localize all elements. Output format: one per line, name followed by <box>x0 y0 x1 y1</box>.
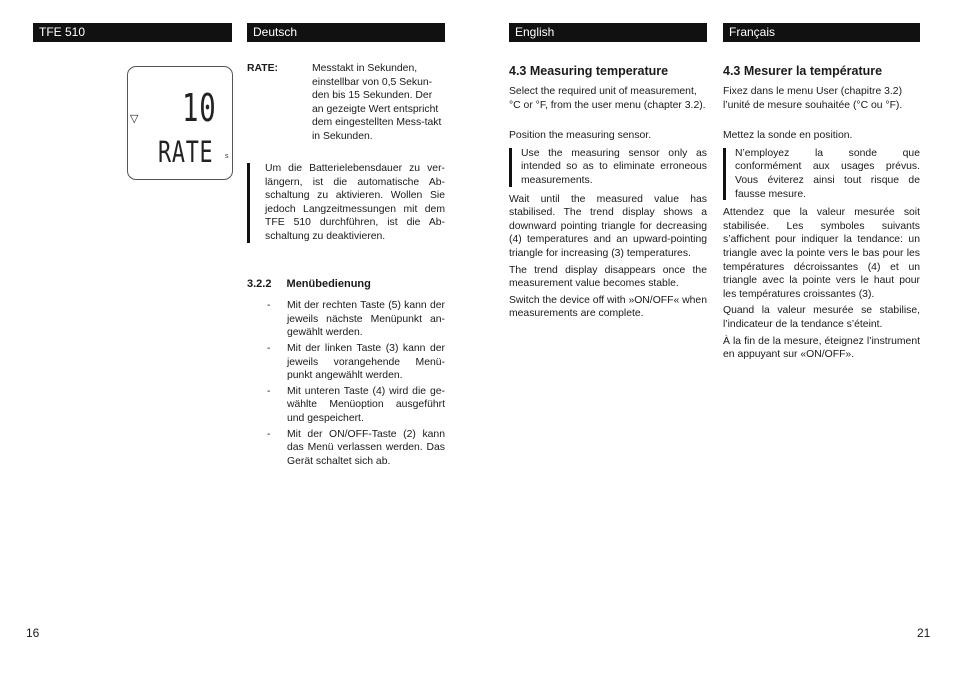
english-sensor-note-text: Use the measuring sensor only as intended so as to eliminate erroneous measurements. <box>521 147 707 186</box>
list-item-text: Mit unteren Taste (4) wird die ge-wählte Menüoption ausgeführt und gespeichert. <box>287 385 445 424</box>
list-item <box>247 428 445 469</box>
lcd-big-value: 10 <box>182 86 217 130</box>
deutsch-column <box>247 62 445 470</box>
header-francais-label: Français <box>729 25 776 39</box>
list-dash: - <box>267 385 271 397</box>
header-product <box>33 23 232 42</box>
english-section-title: 4.3 Measuring temperature <box>509 64 669 78</box>
menu-section-number: 3.2.2 <box>247 277 272 290</box>
page-number-right: 21 <box>917 626 931 640</box>
francais-paragraph-switch-off: À la fin de la mesure, éteignez l’instrument en appuyant sur «ON/OFF». <box>723 335 920 361</box>
english-paragraph-position: Position the measuring sensor. <box>509 130 652 142</box>
list-item-text: Mit der linken Taste (3) kann der jeweils vorangehende Menü-punkt angewählt werden. <box>287 342 445 382</box>
battery-note-text: Um die Batterielebensdauer zu ver-längern, ist die automatische Ab-schaltung zu aktivieren. Wollen Sie jedoch Langzeitmessungen mit dem TFE 510 durchführen, ist die Ab-schaltung zu deaktivieren. <box>265 163 445 242</box>
english-column <box>509 64 707 321</box>
english-paragraph-trend: Wait until the measured value has stabilised. The trend display shows a downward pointing triangle for decreasing (4) temperatures and an upward-pointing triangle for increasing (3) temperatures. <box>509 193 707 259</box>
francais-sensor-note-text: N’employez la sonde que conformément aux usages prévus. Vous éviterez ainsi tout risque de fausse mesure. <box>735 147 920 200</box>
rate-term: RATE: <box>247 63 278 74</box>
list-item <box>247 385 445 426</box>
trend-down-triangle-icon: ▽ <box>130 113 139 125</box>
francais-paragraph-position: Mettez la sonde en position. <box>723 130 853 142</box>
header-deutsch-label: Deutsch <box>253 25 298 39</box>
list-item <box>247 299 445 340</box>
list-item <box>247 342 445 383</box>
page-number-left: 16 <box>26 626 40 640</box>
lcd-rate-label: RATE <box>158 135 214 169</box>
francais-paragraph-unit: Fixez dans le menu User (chapitre 3.2) l’unité de mesure souhaitée (°C ou °F). <box>723 86 903 111</box>
francais-sensor-note <box>723 147 920 201</box>
header-deutsch <box>247 23 445 42</box>
menu-list <box>247 299 445 468</box>
list-dash: - <box>267 428 271 440</box>
header-english <box>509 23 707 42</box>
francais-paragraph-stable: Quand la valeur mesurée se stabilise, l’indicateur de la tendance s’éteint. <box>723 305 920 330</box>
english-paragraph-switch-off: Switch the device off with »ON/OFF« when measurements are complete. <box>509 294 707 320</box>
english-sensor-note <box>509 147 707 188</box>
english-paragraph-stable: The trend display disappears once the measurement value becomes stable. <box>509 264 707 290</box>
list-item-text: Mit der rechten Taste (5) kann der jeweils nächste Menüpunkt an-gewählt werden. <box>287 300 445 339</box>
english-paragraph-unit: Select the required unit of measurement, °C or °F, from the user menu (chapter 3.2). <box>509 86 706 111</box>
header-francais <box>723 23 920 42</box>
lcd-seconds-marker: s <box>225 153 229 160</box>
list-item-text: Mit der ON/OFF-Taste (2) kann das Menü verlassen werden. Das Gerät schaltet sich ab. <box>287 428 445 467</box>
francais-column <box>723 64 920 362</box>
header-english-label: English <box>515 25 555 39</box>
lcd-display <box>127 66 233 180</box>
rate-definition <box>247 62 445 146</box>
list-dash: - <box>267 300 271 312</box>
header-product-label: TFE 510 <box>39 25 86 39</box>
list-dash: - <box>267 342 271 354</box>
francais-paragraph-trend: Attendez que la valeur mesurée soit stabilisée. Les symboles suivants s’affichent pour indiquer la tendance: un triangle avec la pointe vers le bas pour les températures décroissantes (4) et un triangle avec la pointe vers le haut pour les températures croissantes (3). <box>723 207 920 300</box>
menu-section-title: Menübedienung <box>286 277 371 290</box>
francais-section-title: 4.3 Mesurer la température <box>723 64 883 78</box>
rate-description: Messtakt in Sekunden, einstellbar von 0,5 Sekun-den bis 15 Sekunden. Der an gezeigte Wert entspricht dem eingestellten Mess-takt in Sekunden. <box>312 63 442 142</box>
battery-note <box>247 162 445 244</box>
menu-section-heading <box>247 278 445 292</box>
